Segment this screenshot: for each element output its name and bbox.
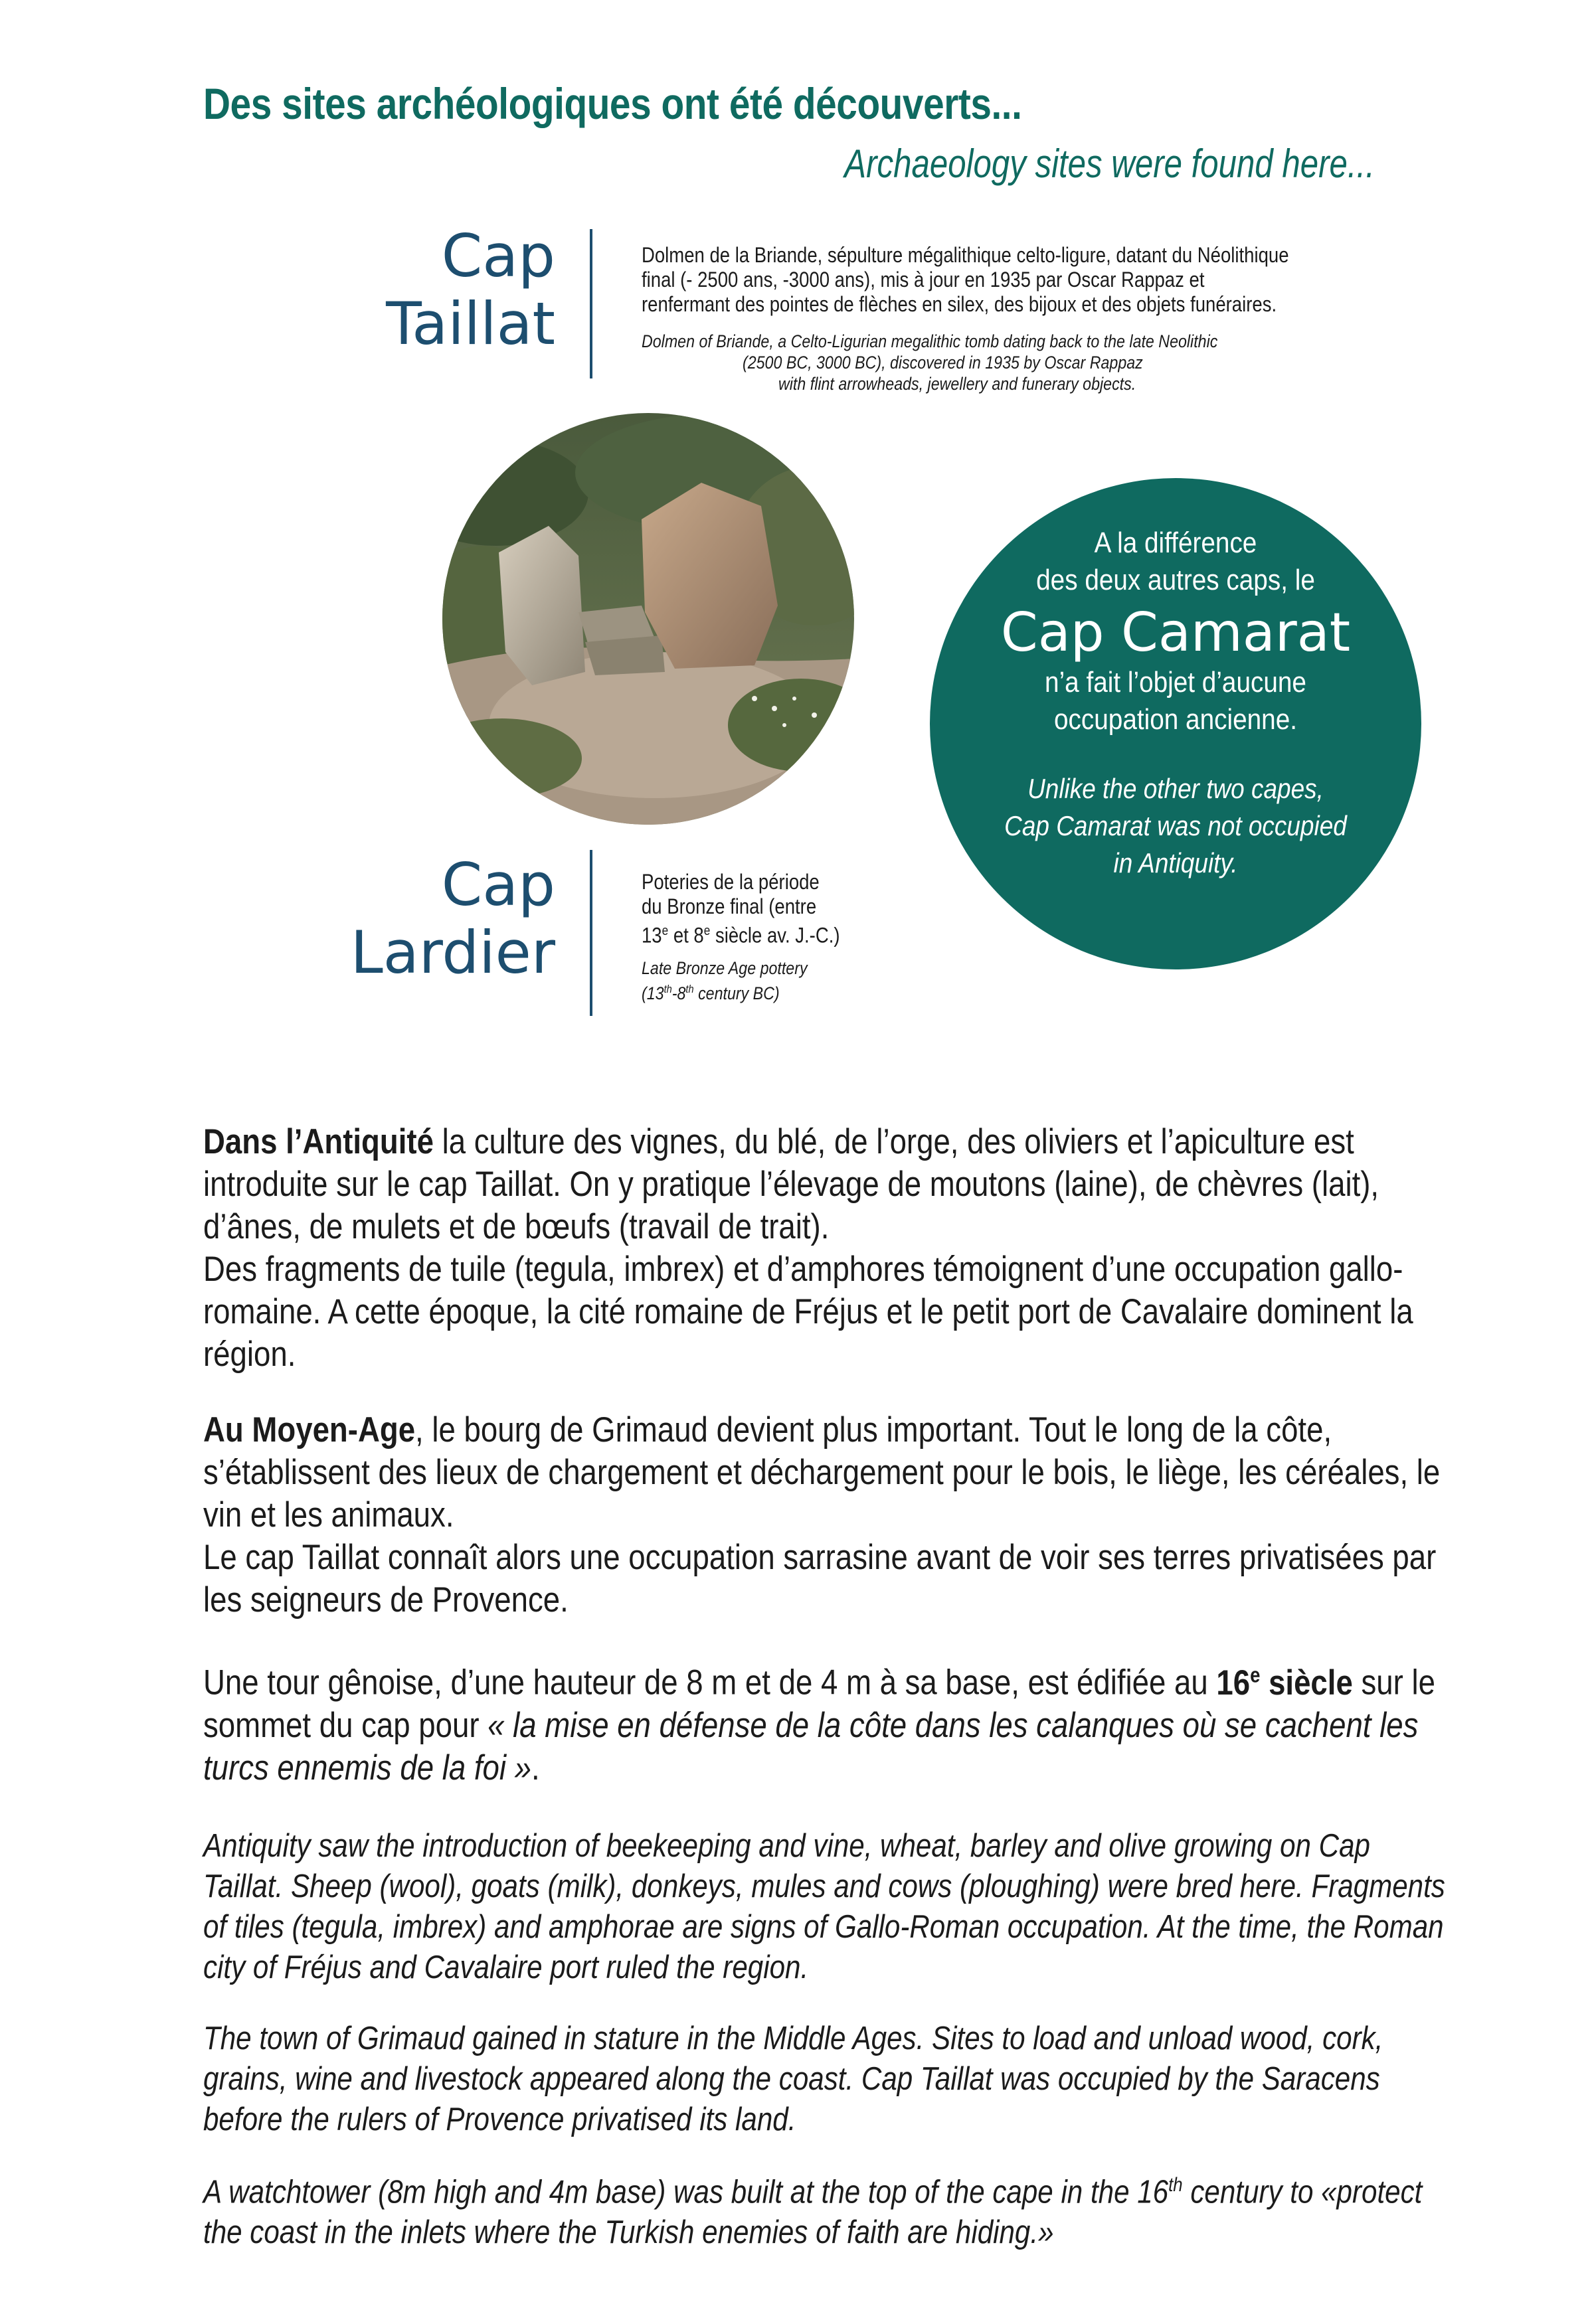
cap-lardier-line1: Cap xyxy=(441,851,555,919)
fr-tower-text-a: Une tour gênoise, d’une hauteur de 8 m et de 4 m à sa base, est édifiée au xyxy=(203,1663,1217,1702)
camarat-fr-line2: des deux autres caps, le xyxy=(1036,564,1315,596)
lardier-fr-line1: Poteries de la période xyxy=(642,870,820,894)
fr-tower-century xyxy=(1216,1663,1352,1702)
lardier-en-part-b: -8 xyxy=(671,983,686,1003)
camarat-english xyxy=(930,770,1421,882)
camarat-en-line2: Cap Camarat was not occupied xyxy=(1004,810,1347,841)
fr-middle-ages-text-2: Le cap Taillat connaît alors une occupation sarrasine avant de voir ses terres privatisées par les seigneurs de Provence. xyxy=(203,1538,1437,1619)
fr-tower-text-b: sur le sommet du cap pour xyxy=(203,1663,1435,1745)
cap-camarat-circle xyxy=(930,478,1421,969)
cap-taillat-line1: Cap xyxy=(441,222,555,290)
lardier-en-sup1: th xyxy=(664,983,672,995)
fr-antiquity-heading: Dans l’Antiquité xyxy=(203,1122,434,1161)
taillat-en-line2: (2500 BC, 3000 BC), discovered in 1935 by Oscar Rappaz xyxy=(743,353,1143,373)
fr-middle-ages-text: , le bourg de Grimaud devient plus important. Tout le long de la côte, s’établissent des lieux de chargement et déchargement pour le bois, le liège, les céréales, le vin et les animaux. xyxy=(203,1410,1441,1535)
cap-taillat-divider xyxy=(590,229,592,378)
en-paragraph-middle-ages: The town of Grimaud gained in stature in the Middle Ages. Sites to load and unload wood, cork, grains, wine and livestock appeared along the coast. Cap Taillat was occupied by the Saracens before the rulers of Provence privatised its land. xyxy=(203,2021,1383,2137)
lardier-fr-sup1: e xyxy=(662,924,669,938)
camarat-fr-line3: n’a fait l’objet d’aucune xyxy=(1045,666,1306,699)
taillat-fr-line2: final (- 2500 ans, -3000 ans), mis à jour en 1935 par Oscar Rappaz et xyxy=(642,268,1205,291)
lardier-fr-line3 xyxy=(642,919,840,948)
cap-taillat-title xyxy=(203,222,555,358)
taillat-fr-line3: renfermant des pointes de flèches en silex, des bijoux et des objets funéraires. xyxy=(642,292,1277,316)
fr-tower-quote: « la mise en défense de la côte dans les calanques où se cachent les turcs ennemis de la foi » xyxy=(203,1705,1419,1787)
fr-tower-century-word: siècle xyxy=(1260,1663,1353,1702)
lardier-fr-part-c: siècle av. J.-C.) xyxy=(710,923,840,948)
fr-paragraph-middle-ages xyxy=(203,1409,1449,1621)
cap-camarat-title: Cap Camarat xyxy=(1000,602,1351,663)
en-tower-text-a: A watchtower (8m high and 4m base) was built at the top of the cape in the 16 xyxy=(203,2174,1169,2210)
fr-paragraph-antiquity xyxy=(203,1121,1449,1376)
en-tower-text-b: century to «protect the coast in the inlets where the Turkish enemies of faith are hiding.» xyxy=(203,2174,1423,2251)
page-subtitle: Archaeology sites were found here... xyxy=(844,141,1375,186)
cap-lardier-line2: Lardier xyxy=(350,918,555,987)
page-title: Des sites archéologiques ont été découverts... xyxy=(203,79,1022,128)
lardier-en-part-c: century BC) xyxy=(693,983,780,1003)
fr-tower-end: . xyxy=(531,1748,540,1787)
camarat-en-line3: in Antiquity. xyxy=(1113,847,1238,878)
en-tower-sup: th xyxy=(1168,2174,1183,2196)
cap-lardier-divider xyxy=(590,850,592,1016)
dolmen-illustration xyxy=(442,413,854,825)
cap-taillat-line2: Taillat xyxy=(386,290,555,358)
lardier-en-part-a: (13 xyxy=(642,983,664,1003)
fr-paragraph-tower xyxy=(203,1653,1449,1789)
lardier-fr-part-b: et 8 xyxy=(668,923,704,948)
en-paragraph-antiquity: Antiquity saw the introduction of beekeeping and vine, wheat, barley and olive growing on Cap Taillat. Sheep (wool), goats (milk), donkeys, mules and cows (ploughing) were bred here. Fragments of tiles (tegula, imbrex) and amphorae are signs of Gallo-Roman occupation. At the time, the Roman city of Fréjus and Cavalaire port ruled the region. xyxy=(203,1828,1445,1985)
lardier-fr-part-a: 13 xyxy=(642,923,662,948)
fr-antiquity-text: la culture des vignes, du blé, de l’orge, des oliviers et l’apiculture est introduite sur le cap Taillat. On y pratique l’élevage de moutons (laine), de chèvres (lait), d’ânes, de mulets et de bœufs (travail de trait). xyxy=(203,1122,1379,1246)
taillat-en-line1: Dolmen of Briande, a Celto-Ligurian megalithic tomb dating back to the late Neolithic xyxy=(642,331,1218,351)
camarat-fr-line4: occupation ancienne. xyxy=(1054,703,1297,736)
fr-middle-ages-heading: Au Moyen-Age xyxy=(203,1410,416,1450)
fr-tower-century-sup: e xyxy=(1250,1663,1261,1687)
lardier-en-line1: Late Bronze Age pottery xyxy=(642,958,808,978)
camarat-en-line1: Unlike the other two capes, xyxy=(1027,773,1324,804)
fr-tower-century-num: 16 xyxy=(1216,1663,1251,1702)
lardier-en-sup2: th xyxy=(685,983,694,995)
taillat-fr-line1: Dolmen de la Briande, sépulture mégalithique celto-ligure, datant du Néolithique xyxy=(642,243,1289,267)
en-paragraph-tower xyxy=(203,2165,1449,2253)
fr-antiquity-text-2: Des fragments de tuile (tegula, imbrex) et d’amphores témoignent d’une occupation gallo-romaine. A cette époque, la cité romaine de Fréjus et le petit port de Cavalaire dominent la région. xyxy=(203,1250,1413,1374)
cap-lardier-title xyxy=(203,851,555,987)
lardier-en-line2 xyxy=(642,979,780,1004)
lardier-fr-line2: du Bronze final (entre xyxy=(642,894,817,918)
camarat-french xyxy=(930,525,1421,738)
lardier-fr-sup2: e xyxy=(703,924,711,938)
camarat-fr-line1: A la différence xyxy=(1094,527,1257,559)
taillat-en-line3: with flint arrowheads, jewellery and funerary objects. xyxy=(778,374,1136,394)
dolmen-photo xyxy=(442,413,854,825)
